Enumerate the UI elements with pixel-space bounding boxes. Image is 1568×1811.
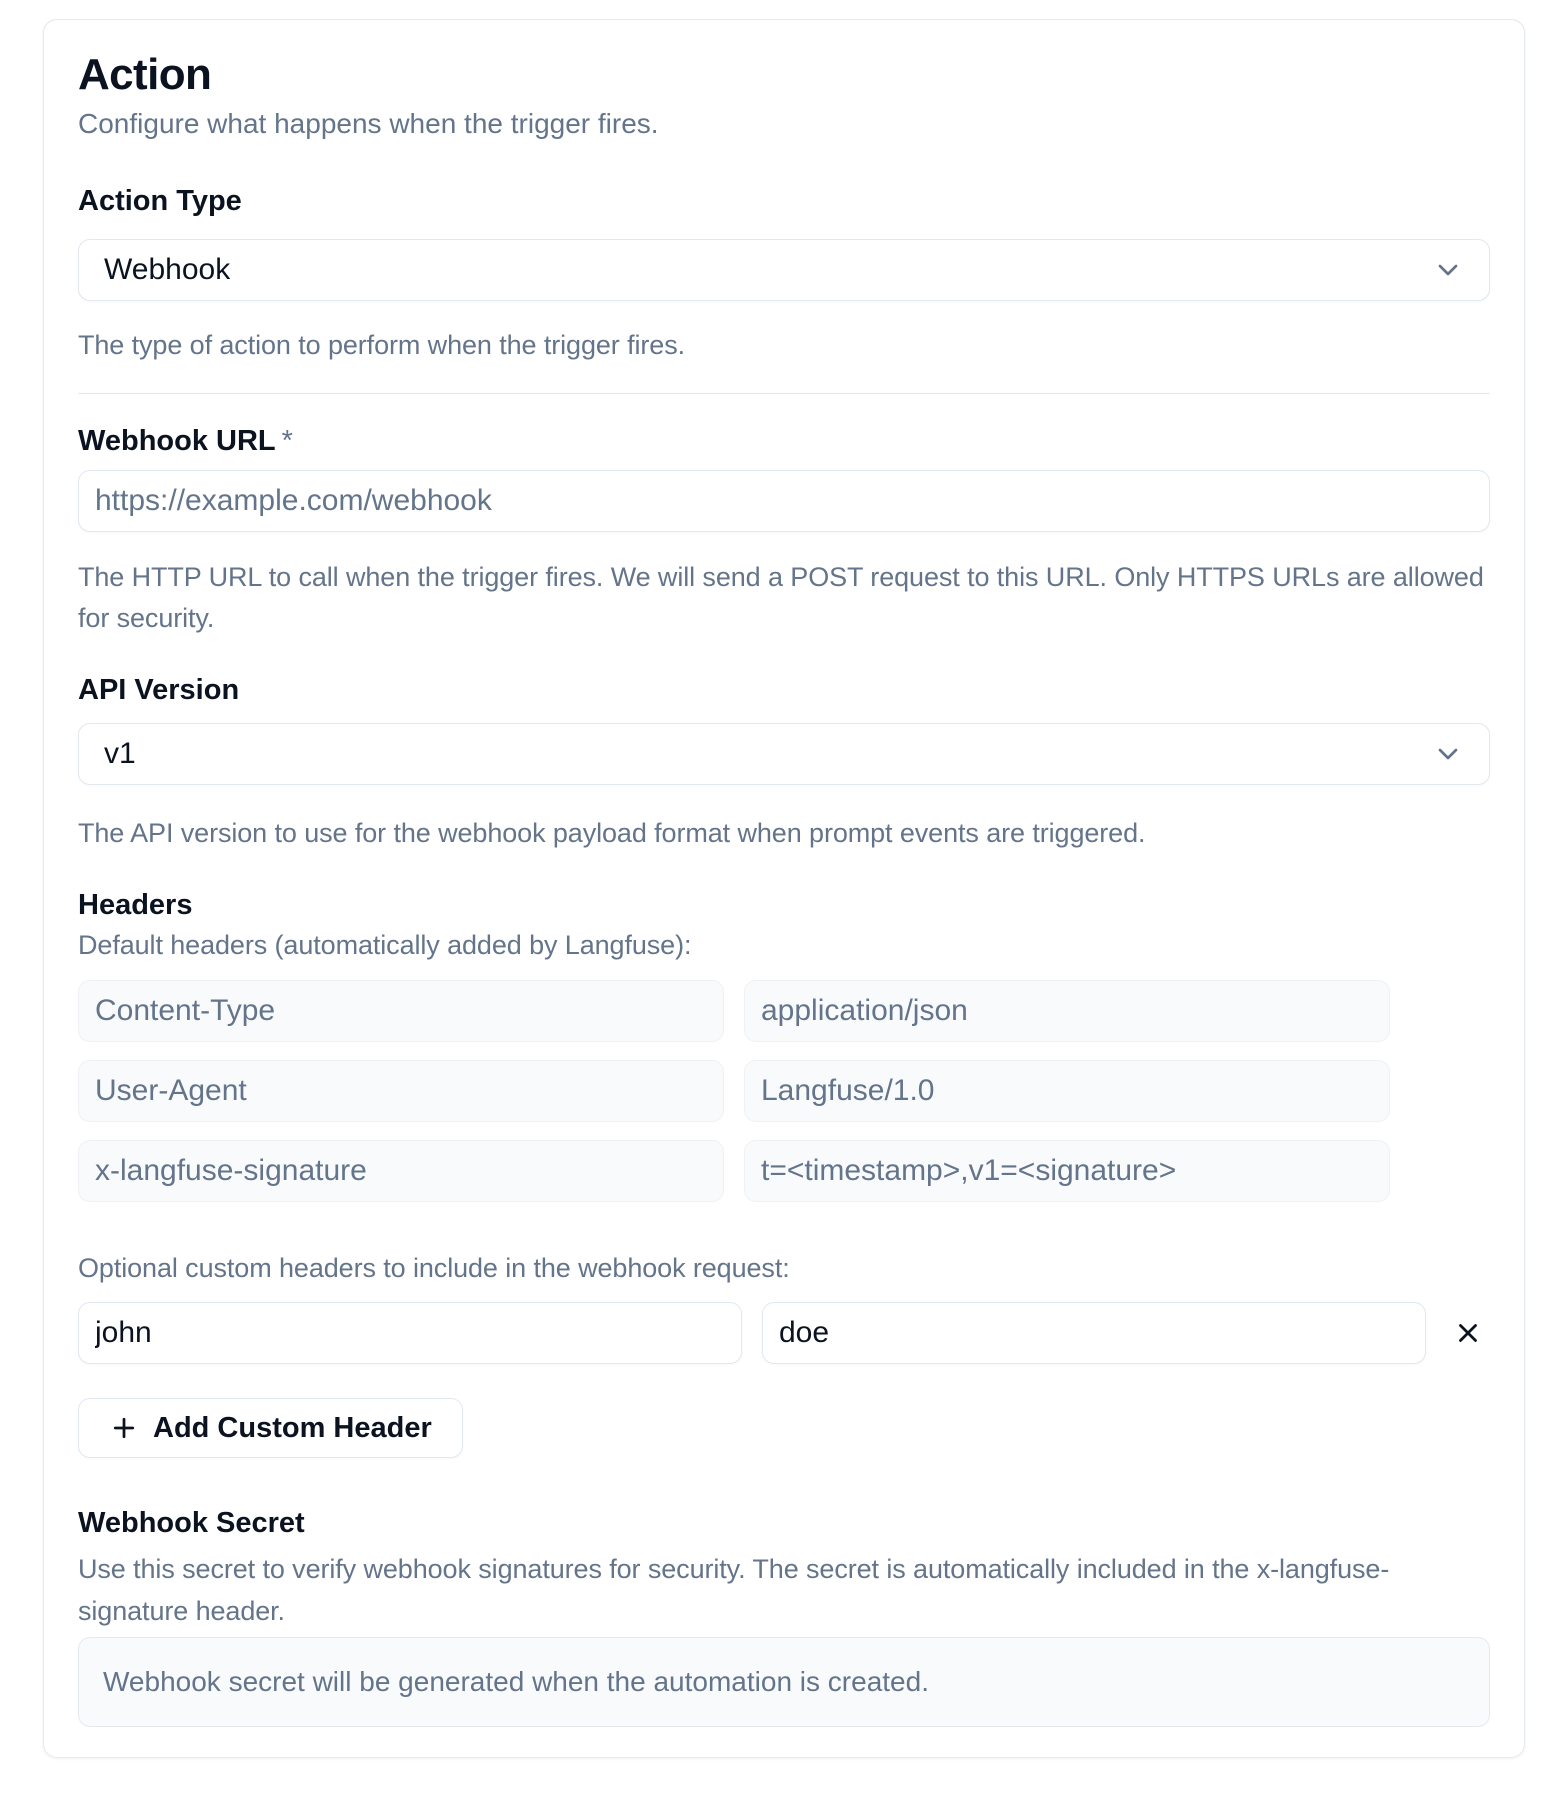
plus-icon	[109, 1413, 139, 1443]
page-title: Action	[78, 50, 212, 99]
add-custom-header-button[interactable]	[78, 1398, 463, 1458]
remove-button-spacer	[1410, 1060, 1490, 1122]
action-type-help: The type of action to perform when the trigger fires.	[78, 330, 685, 360]
default-header-row	[78, 980, 1490, 1042]
webhook-url-help: The HTTP URL to call when the trigger fires. We will send a POST request to this URL. Only HTTPS URLs are allowed for security.	[78, 562, 1484, 633]
custom-header-row	[78, 1302, 1490, 1364]
custom-headers-caption: Optional custom headers to include in the webhook request:	[78, 1253, 790, 1283]
action-type-label: Action Type	[78, 185, 242, 217]
default-header-row	[78, 1140, 1490, 1202]
webhook-secret-placeholder-box	[78, 1637, 1490, 1727]
api-version-help: The API version to use for the webhook payload format when prompt events are triggered.	[78, 818, 1146, 848]
remove-custom-header-button[interactable]	[1446, 1302, 1490, 1364]
default-headers-caption: Default headers (automatically added by Langfuse):	[78, 930, 692, 960]
default-header-value-input	[744, 1140, 1390, 1202]
default-header-row	[78, 1060, 1490, 1122]
action-type-selected-value: Webhook	[104, 253, 231, 286]
action-type-select[interactable]	[78, 239, 1490, 301]
api-version-selected-value: v1	[104, 737, 136, 770]
webhook-url-label-text: Webhook URL	[78, 425, 276, 457]
add-custom-header-label: Add Custom Header	[153, 1411, 432, 1444]
chevron-down-icon	[1432, 254, 1464, 286]
api-version-label: API Version	[78, 674, 240, 706]
api-version-select[interactable]	[78, 723, 1490, 785]
webhook-url-input[interactable]	[78, 470, 1490, 532]
default-header-key-input	[78, 1060, 724, 1122]
remove-button-spacer	[1410, 1140, 1490, 1202]
custom-header-value-input[interactable]	[762, 1302, 1426, 1364]
default-header-value-input	[744, 980, 1390, 1042]
remove-button-spacer	[1410, 980, 1490, 1042]
webhook-url-label	[78, 426, 1490, 456]
action-card	[43, 19, 1525, 1758]
chevron-down-icon	[1432, 738, 1464, 770]
close-icon	[1453, 1318, 1483, 1348]
webhook-secret-description: Use this secret to verify webhook signatures for security. The secret is automatically included in the x-langfuse-signature header.	[78, 1554, 1390, 1626]
default-header-value-input	[744, 1060, 1390, 1122]
page-subtitle: Configure what happens when the trigger fires.	[78, 108, 659, 139]
webhook-secret-label: Webhook Secret	[78, 1507, 305, 1539]
default-header-key-input	[78, 980, 724, 1042]
headers-label: Headers	[78, 889, 193, 921]
section-divider	[78, 393, 1490, 394]
required-asterisk: *	[281, 425, 293, 457]
default-header-key-input	[78, 1140, 724, 1202]
default-headers-list	[78, 980, 1490, 1202]
custom-header-key-input[interactable]	[78, 1302, 742, 1364]
webhook-secret-placeholder-text: Webhook secret will be generated when the automation is created.	[103, 1666, 929, 1697]
